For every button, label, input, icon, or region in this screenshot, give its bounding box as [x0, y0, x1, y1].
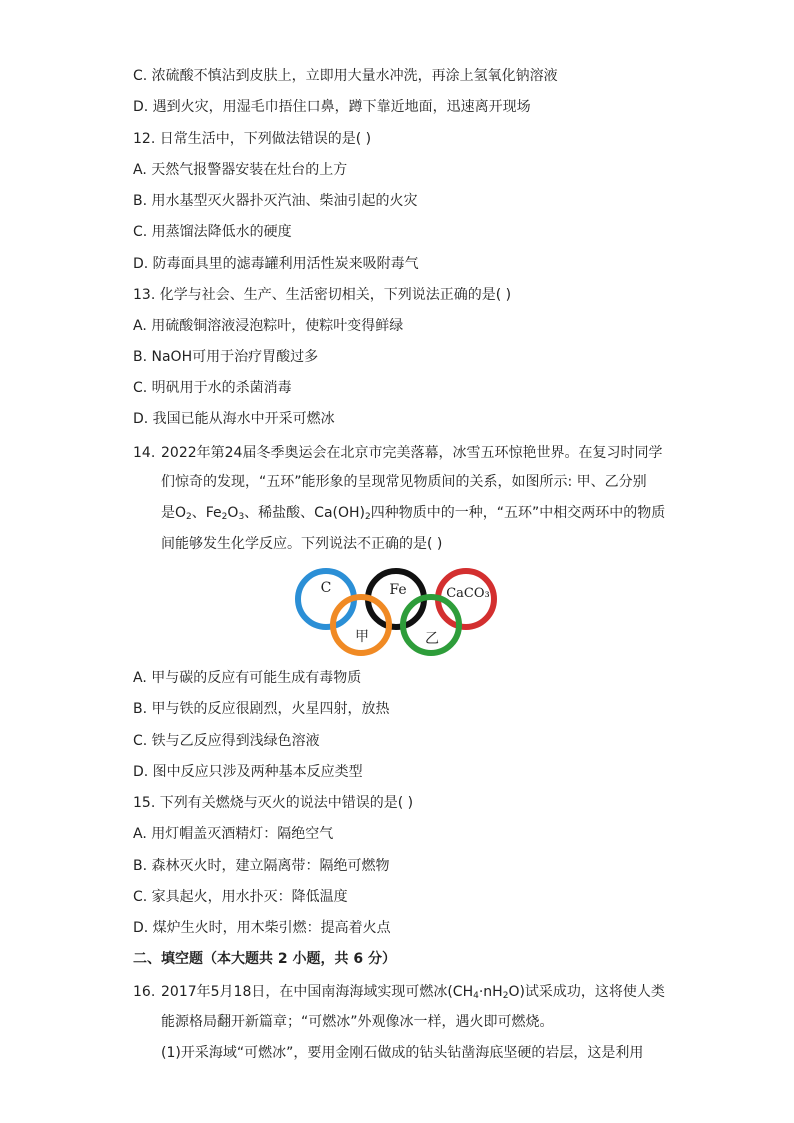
- olympic-rings-diagram: [290, 563, 502, 663]
- question-14-text-3: 是$O_2$、$Fe_2O_3$、稀盐酸、$Ca(OH)_2$四种物质中的一种，“五环”中相交两环中的物质: [161, 505, 666, 522]
- section-2-heading: 二、填空题（本大题共 2 小题，共 6 分）: [133, 951, 396, 967]
- q13-option-d: D. 我国已能从海水中开采可燃冰: [133, 411, 335, 427]
- question-16-text-1: 2017年5月18日，在中国南海海域实现可燃冰$(CH_4\cdot nH_2O)$试采成功，这将使人类: [161, 984, 665, 1001]
- ring-label-yi: 乙: [425, 631, 439, 647]
- question-12: 12. 日常生活中，下列做法错误的是( ): [133, 131, 372, 147]
- q14-option-c: C. 铁与乙反应得到浅绿色溶液: [133, 733, 320, 749]
- q12-option-c: C. 用蒸馏法降低水的硬度: [133, 224, 292, 240]
- question-16-text-2: 能源格局翻开新篇章；“可燃冰”外观像冰一样，遇火即可燃烧。: [161, 1014, 554, 1030]
- q14-option-a: A. 甲与碳的反应有可能生成有毒物质: [133, 670, 362, 686]
- ring-label-jia: 甲: [355, 629, 369, 645]
- q12-option-d: D. 防毒面具里的滤毒罐利用活性炭来吸附毒气: [133, 256, 419, 272]
- question-16-text-3: (1)开采海域“可燃冰”，要用金刚石做成的钻头钻凿海底坚硬的岩层，这是利用: [161, 1045, 644, 1061]
- q12-option-b: B. 用水基型灭火器扑灭汽油、柴油引起的火灾: [133, 193, 418, 209]
- ring-label-fe: Fe: [389, 582, 407, 598]
- option-d-line: D. 遇到火灾，用湿毛巾捂住口鼻，蹲下靠近地面，迅速离开现场: [133, 99, 531, 115]
- q13-option-a: A. 用硫酸铜溶液浸泡粽叶，使粽叶变得鲜绿: [133, 318, 404, 334]
- question-14-text-4: 间能够发生化学反应。下列说法不正确的是( ): [161, 536, 443, 552]
- q12-option-a: A. 天然气报警器安装在灶台的上方: [133, 162, 348, 178]
- ring-label-caco3: CaCO₃: [446, 586, 490, 601]
- q15-option-c: C. 家具起火，用水扑灭：降低温度: [133, 889, 348, 905]
- question-16-number: 16.: [133, 984, 156, 1000]
- q15-option-a: A. 用灯帽盖灭酒精灯：隔绝空气: [133, 826, 334, 842]
- question-14-text-1: 2022年第24届冬季奥运会在北京市完美落幕，冰雪五环惊艳世界。在复习时同学: [161, 445, 663, 461]
- ring-label-c: C: [320, 580, 332, 596]
- q13-option-c: C. 明矾用于水的杀菌消毒: [133, 380, 292, 396]
- question-14-number: 14.: [133, 445, 156, 461]
- q14-option-b: B. 甲与铁的反应很剧烈，火星四射，放热: [133, 701, 390, 717]
- option-c-line: C. 浓硫酸不慎沾到皮肤上，立即用大量水冲洗，再涂上氢氧化钠溶液: [133, 68, 558, 84]
- question-14-text-2: 们惊奇的发现，“五环”能形象的呈现常见物质间的关系，如图所示: 甲、乙分别: [161, 474, 647, 490]
- question-15: 15. 下列有关燃烧与灭火的说法中错误的是( ): [133, 795, 414, 811]
- question-13: 13. 化学与社会、生产、生活密切相关，下列说法正确的是( ): [133, 287, 512, 303]
- q15-option-b: B. 森林灭火时，建立隔离带：隔绝可燃物: [133, 858, 390, 874]
- q15-option-d: D. 煤炉生火时，用木柴引燃：提高着火点: [133, 920, 391, 936]
- q13-option-b: B. NaOH可用于治疗胃酸过多: [133, 349, 319, 365]
- q14-option-d: D. 图中反应只涉及两种基本反应类型: [133, 764, 363, 780]
